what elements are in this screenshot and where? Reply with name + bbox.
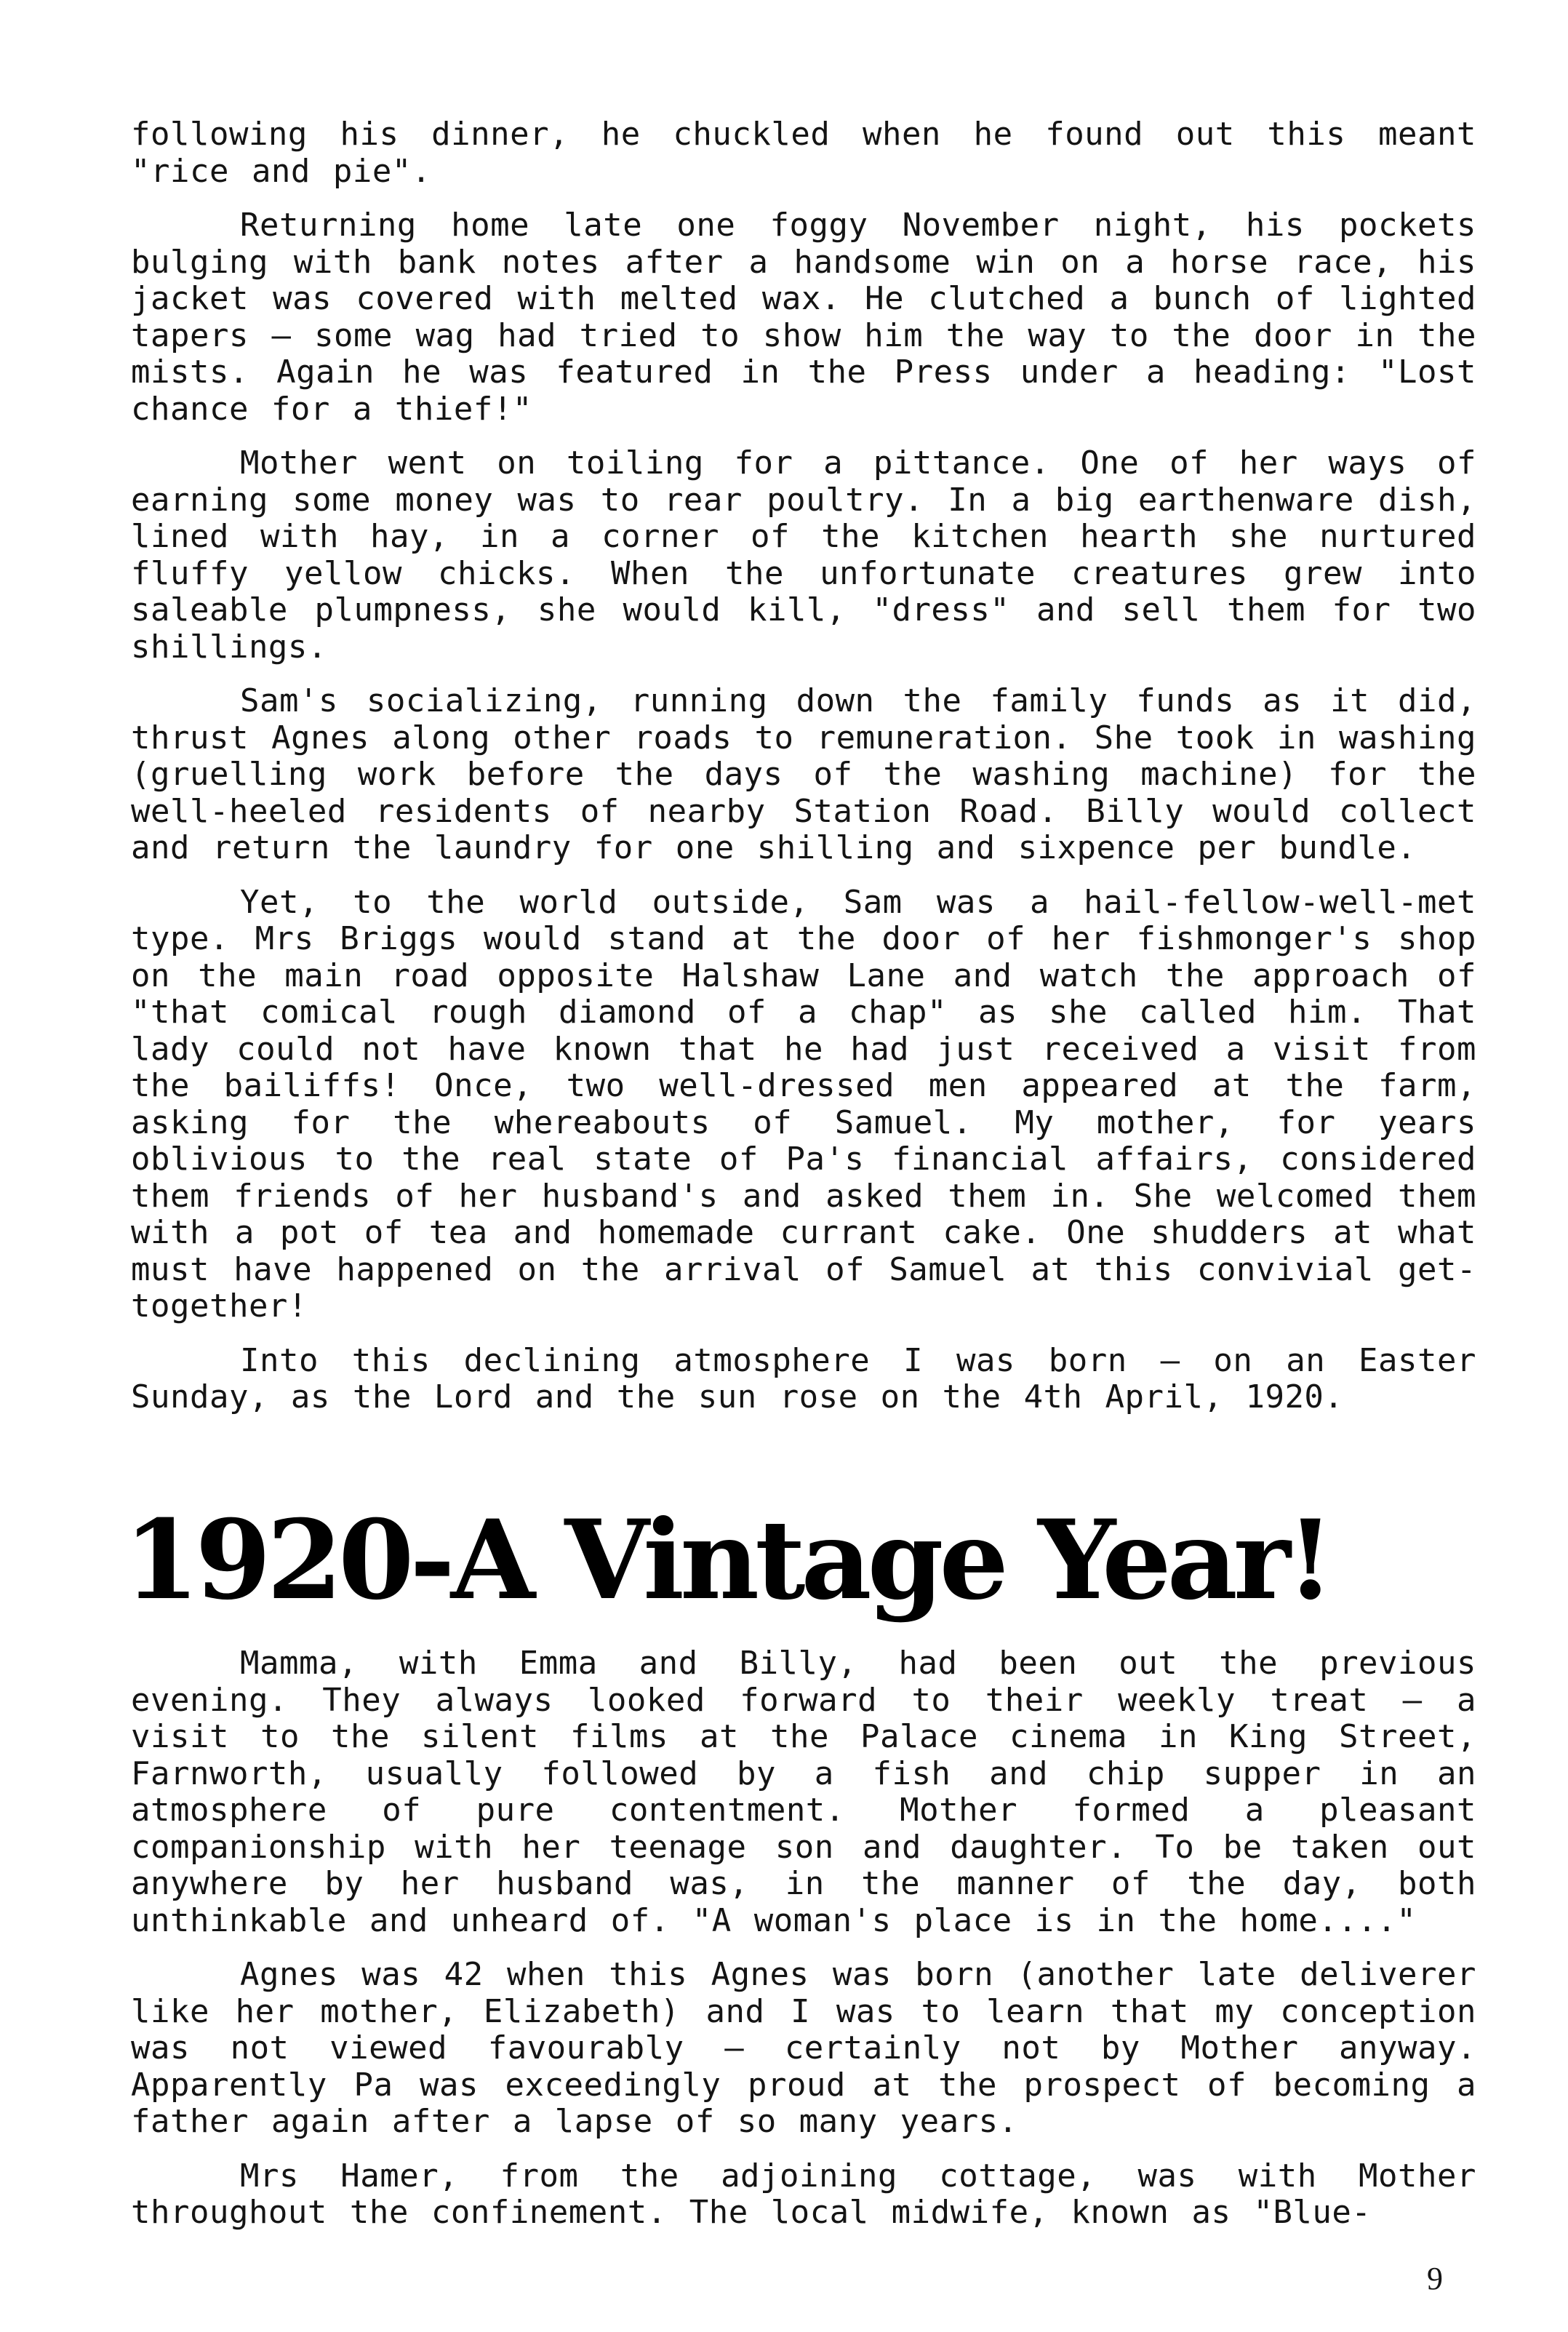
- paragraph-mrs-hamer: Mrs Hamer, from the adjoining cottage, was with Mother throughout the confinement. The local midwife, known as "Blue-: [131, 2157, 1476, 2231]
- paragraph-agnes-washing: Sam's socializing, running down the family funds as it did, thrust Agnes along other roads to remuneration. She took in washing (gruelling work before the days of the washing machine) for the well-heeled residents of nearby Station Road. Billy would collect and return the laundry for one shilling and sixpence per bundle.: [131, 682, 1476, 866]
- paragraph-dinner-rice-and-pie: following his dinner, he chuckled when he found out this meant "rice and pie".: [131, 116, 1476, 190]
- text-after-heading: [131, 1645, 1476, 2232]
- paragraph-agnes-was-42: Agnes was 42 when this Agnes was born (another late deliverer like her mother, Elizabeth) and I was to learn that my conception was not viewed favourably – certainly not by Mother anyway. Apparently Pa was exceedingly proud at the prospect of becoming a father again after a lapse of so many years.: [131, 1956, 1476, 2140]
- paragraph-foggy-november-night: Returning home late one foggy November night, his pockets bulging with bank notes after a handsome win on a horse race, his jacket was covered with melted wax. He clutched a bunch of lighted tapers – some wag had tried to show him the way to the door in the mists. Again he was featured in the Press under a heading: "Lost chance for a thief!": [131, 207, 1476, 428]
- chapter-heading: 1920-A Vintage Year!: [124, 1496, 1330, 1624]
- paragraph-sam-hail-fellow: Yet, to the world outside, Sam was a hail-fellow-well-met type. Mrs Briggs would stand at the door of her fishmonger's shop on the main road opposite Halshaw Lane and watch the approach of "that comical rough diamond of a chap" as she called him. That lady could not have known that he had just received a visit from the bailiffs! Once, two well-dressed men appeared at the farm, asking for the whereabouts of Samuel. My mother, for years oblivious to the real state of Pa's financial affairs, considered them friends of her husband's and asked them in. She welcomed them with a pot of tea and homemade currant cake. One shudders at what must have happened on the arrival of Samuel at this convivial get-together!: [131, 883, 1476, 1325]
- paragraph-mamma-silent-films: Mamma, with Emma and Billy, had been out the previous evening. They always looked forward to their weekly treat – a visit to the silent films at the Palace cinema in King Street, Farnworth, usually followed by a fish and chip supper in an atmosphere of pure contentment. Mother formed a pleasant companionship with her teenage son and daughter. To be taken out anywhere by her husband was, in the manner of the day, both unthinkable and unheard of. "A woman's place is in the home....": [131, 1645, 1476, 1939]
- paragraph-birth-easter-sunday: Into this declining atmosphere I was born – on an Easter Sunday, as the Lord and the sun rose on the 4th April, 1920.: [131, 1341, 1476, 1415]
- paragraph-mother-poultry: Mother went on toiling for a pittance. One of her ways of earning some money was to rear poultry. In a big earthenware dish, lined with hay, in a corner of the kitchen hearth she nurtured fluffy yellow chicks. When the unfortunate creatures grew into saleable plumpness, she would kill, "dress" and sell them for two shillings.: [131, 444, 1476, 666]
- page-number: 9: [1427, 2261, 1443, 2296]
- text-before-heading: [131, 116, 1476, 1416]
